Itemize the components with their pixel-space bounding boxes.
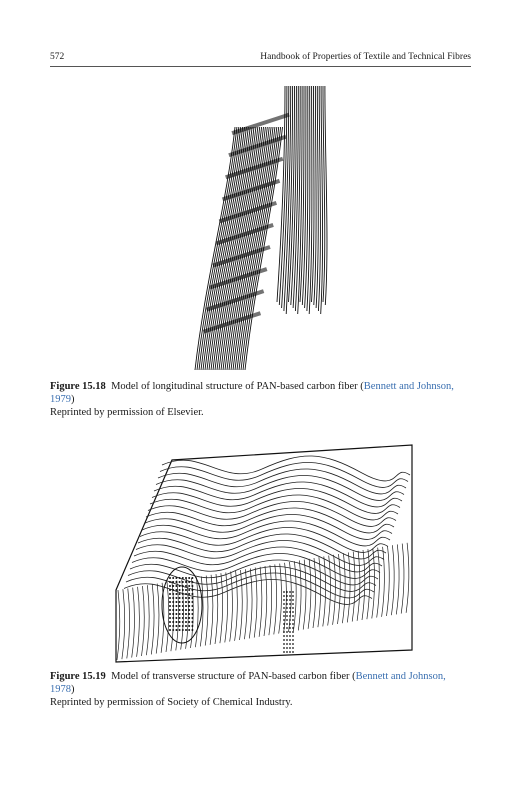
page-header: [50, 52, 471, 66]
figure-credit: Reprinted by permission of Society of Chemical Industry.: [50, 697, 293, 708]
citation-link[interactable]: Bennett and Johnson, 1979: [50, 381, 454, 405]
citation-link[interactable]: Bennett and Johnson, 1978: [50, 671, 446, 695]
running-title: Handbook of Properties of Textile and Technical Fibres: [260, 52, 471, 62]
figure-15-19-caption: [50, 670, 471, 709]
figure-15-18-caption: [50, 380, 471, 419]
header-rule: [50, 66, 471, 67]
figure-label: Figure 15.19: [50, 671, 106, 682]
page-number: 572: [50, 52, 65, 62]
figure-credit: Reprinted by permission of Elsevier.: [50, 407, 204, 418]
caption-text: Model of transverse structure of PAN-based carbon fiber (: [111, 671, 356, 682]
figure-label: Figure 15.18: [50, 381, 106, 392]
caption-end: ): [71, 394, 75, 405]
caption-text: Model of longitudinal structure of PAN-based carbon fiber (: [111, 381, 364, 392]
figure-15-18-longitudinal-structure-image: [185, 82, 335, 374]
caption-end: ): [71, 684, 75, 695]
figure-15-19-transverse-structure-image: [112, 440, 417, 665]
